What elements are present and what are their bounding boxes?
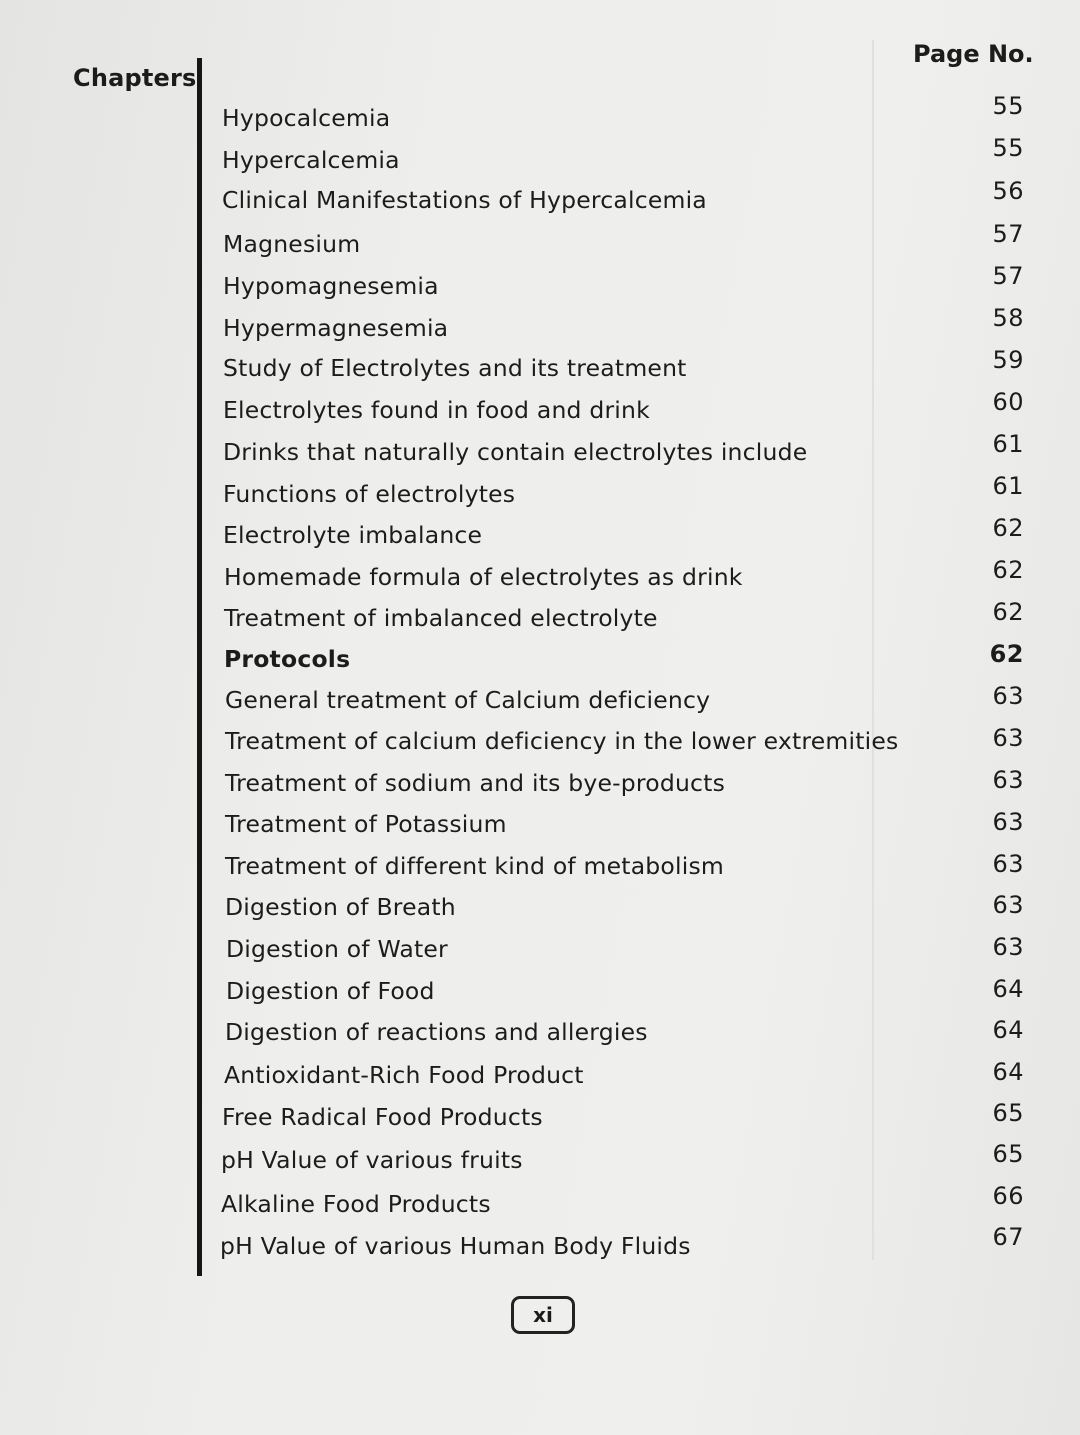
toc-page: 61 [992,472,1024,500]
toc-page: 56 [992,177,1024,205]
toc-title: Electrolytes found in food and drink [223,396,650,424]
toc-page: 66 [992,1182,1024,1210]
toc-title: General treatment of Calcium deficiency [225,686,711,714]
page-folio: xi [511,1296,575,1334]
toc-title: Digestion of reactions and allergies [225,1018,648,1046]
toc-title: Homemade formula of electrolytes as drink [224,563,743,591]
toc-page: 63 [992,850,1024,878]
toc-page: 67 [992,1223,1024,1251]
toc-title: Treatment of imbalanced electrolyte [224,604,658,632]
toc-title: Study of Electrolytes and its treatment [223,354,687,382]
chapters-heading: Chapters [73,64,197,92]
toc-page: 61 [992,430,1024,458]
toc-page: 62 [989,640,1024,668]
toc-title: Hypercalcemia [222,146,400,174]
toc-page: 65 [992,1099,1024,1127]
toc-page: 65 [992,1140,1024,1168]
page-no-heading: Page No. [913,40,1034,68]
toc-title: Digestion of Water [226,935,448,963]
toc-title: Treatment of Potassium [225,810,507,838]
toc-title: Digestion of Food [226,977,435,1005]
toc-page: 64 [992,1058,1024,1086]
toc-title: Treatment of different kind of metabolism [225,852,724,880]
toc-title: Hypomagnesemia [223,272,439,300]
toc-title: Hypocalcemia [222,104,391,132]
toc-page: 63 [992,808,1024,836]
toc-page: 64 [992,1016,1024,1044]
toc-title: Hypermagnesemia [223,314,449,342]
toc-title: pH Value of various Human Body Fluids [220,1232,691,1260]
toc-page: 60 [992,388,1024,416]
toc-title: Clinical Manifestations of Hypercalcemia [222,186,707,214]
toc-title: Treatment of sodium and its bye-products [225,769,726,797]
vertical-rule [197,58,202,1276]
toc-page: 63 [992,766,1024,794]
toc-page: 55 [992,134,1024,162]
toc-title: pH Value of various fruits [221,1146,523,1174]
toc-title: Alkaline Food Products [221,1190,491,1218]
toc-page: 62 [992,598,1024,626]
toc-page: 64 [992,975,1024,1003]
toc-title: Functions of electrolytes [223,480,516,508]
toc-page: 59 [992,346,1024,374]
toc-page: 58 [992,304,1024,332]
toc-page: 63 [992,682,1024,710]
toc-page: 62 [992,514,1024,542]
toc-title: Protocols [224,645,351,673]
toc-title: Treatment of calcium deficiency in the lower extremities [225,727,899,755]
toc-page: 63 [992,724,1024,752]
toc-title: Antioxidant-Rich Food Product [224,1061,584,1089]
toc-title: Electrolyte imbalance [223,521,483,549]
toc-title: Digestion of Breath [225,893,456,921]
toc-page: 57 [992,262,1024,290]
toc-title: Drinks that naturally contain electrolytes include [223,438,808,466]
toc-page: 57 [992,220,1024,248]
show-through-divider [872,40,874,1260]
toc-title: Magnesium [223,230,361,258]
toc-page: 62 [992,556,1024,584]
toc-page: 55 [992,92,1024,120]
toc-page: 63 [992,933,1024,961]
toc-title: Free Radical Food Products [222,1103,543,1131]
toc-page: 63 [992,891,1024,919]
